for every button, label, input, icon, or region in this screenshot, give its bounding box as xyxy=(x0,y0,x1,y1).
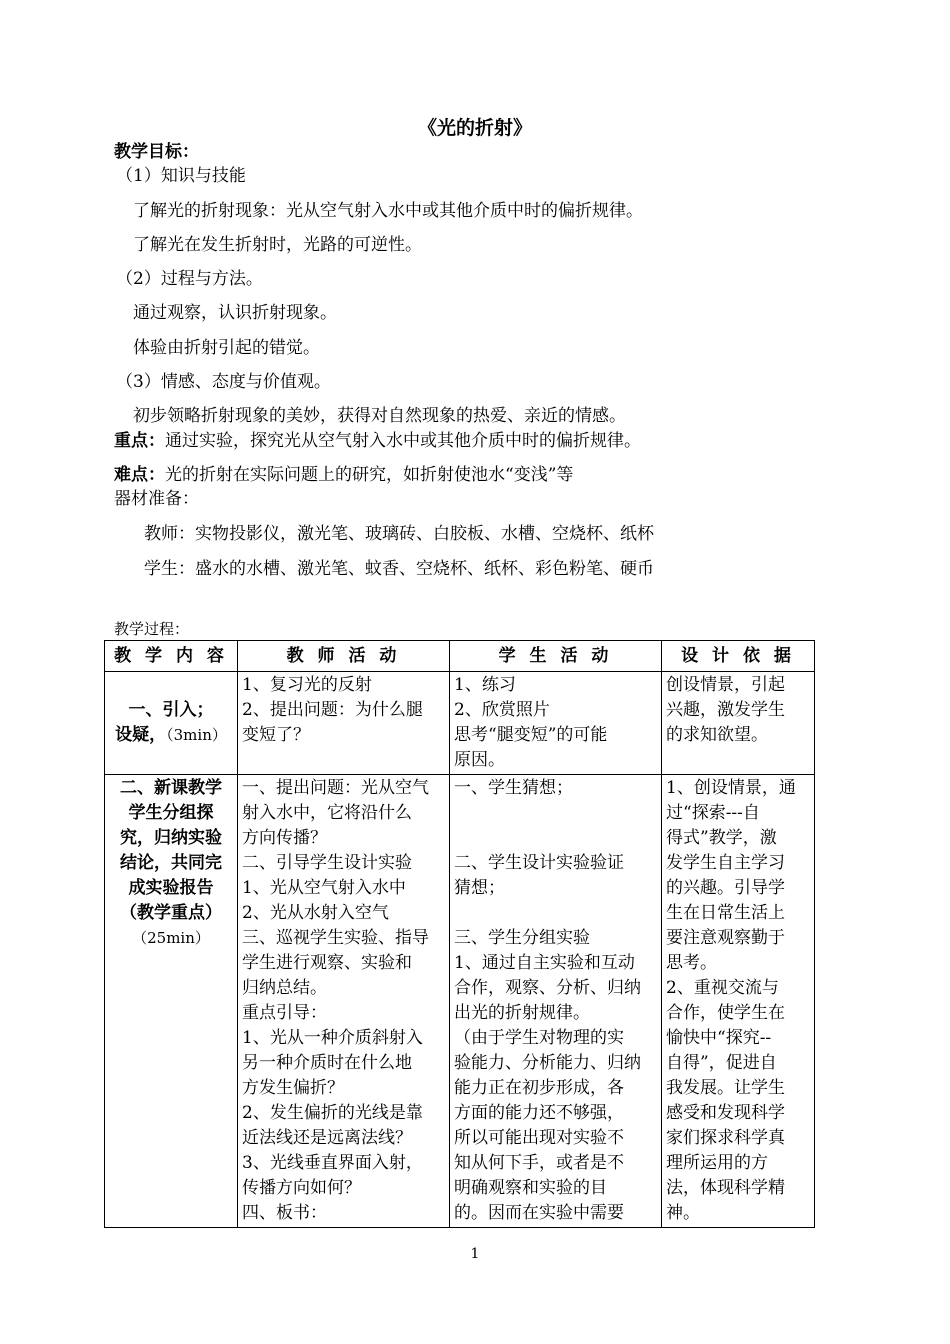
cell-line: 合作，使学生在 xyxy=(666,1003,785,1023)
row1-content-line xyxy=(109,723,233,748)
cell-line: 另一种介质时在什么地 xyxy=(242,1053,412,1073)
page-number: 1 xyxy=(470,1246,480,1262)
emotion-item-1: 初步领略折射现象的美妙，获得对自然现象的热爱、亲近的情感。 xyxy=(133,406,626,426)
cell-line: 发学生自主学习 xyxy=(666,853,785,873)
cell-line: 明确观察和实验的目 xyxy=(454,1178,607,1198)
difficulty-label: 难点： xyxy=(114,465,165,485)
cell-line: 重点引导： xyxy=(242,1003,327,1023)
cell-line: 二、学生设计实验验证 xyxy=(454,853,624,873)
row2-student xyxy=(450,775,662,1228)
process-item-1: 通过观察，认识折射现象。 xyxy=(133,303,337,323)
header-content: 教 学 内 容 xyxy=(105,641,238,672)
knowledge-heading: （1）知识与技能 xyxy=(116,166,246,186)
cell-line: 1、创设情景，通 xyxy=(666,778,796,798)
materials-heading: 器材准备： xyxy=(114,489,199,509)
row1-content-bold: 设疑， xyxy=(115,725,167,745)
cell-line: 3、光线垂直界面入射， xyxy=(242,1153,423,1173)
cell-line: 合作，观察、分析、归纳 xyxy=(454,978,641,998)
row2-content-line: 学生分组探 xyxy=(128,803,214,823)
key-point xyxy=(114,430,641,452)
cell-line: （由于学生对物理的实 xyxy=(454,1028,624,1048)
cell-line: 得式”教学，激 xyxy=(666,828,777,848)
materials-teacher: 教师：实物投影仪，激光笔、玻璃砖、白胶板、水槽、空烧杯、纸杯 xyxy=(144,524,654,544)
knowledge-item-2: 了解光在发生折射时，光路的可逆性。 xyxy=(133,235,422,255)
materials-student: 学生：盛水的水槽、激光笔、蚊香、空烧杯、纸杯、彩色粉笔、硬币 xyxy=(144,559,654,579)
knowledge-item-1: 了解光的折射现象：光从空气射入水中或其他介质中时的偏折规律。 xyxy=(133,201,643,221)
cell-line: 生在日常生活上 xyxy=(666,903,785,923)
cell-line: 思考。 xyxy=(666,953,717,973)
cell-line: 近法线还是远离法线？ xyxy=(242,1128,412,1148)
header-teacher-activity: 教 师 活 动 xyxy=(238,641,450,672)
emotion-heading: （3）情感、态度与价值观。 xyxy=(116,372,331,392)
cell-line: 1、通过自主实验和互动 xyxy=(454,953,635,973)
cell-line: 我发展。让学生 xyxy=(666,1078,785,1098)
cell-line: 法，体现科学精 xyxy=(666,1178,785,1198)
cell-line: 1、光从空气射入水中 xyxy=(242,878,406,898)
cell-line: 2、发生偏折的光线是靠 xyxy=(242,1103,423,1123)
key-point-label: 重点： xyxy=(114,431,165,451)
cell-line: 1、光从一种介质斜射入 xyxy=(242,1028,423,1048)
row1-time: （3min） xyxy=(166,726,227,744)
cell-line: 归纳总结。 xyxy=(242,978,327,998)
cell-line: 二、引导学生设计实验 xyxy=(242,853,412,873)
cell-line: 愉快中“探究-- xyxy=(666,1028,772,1048)
cell-line: 2、光从水射入空气 xyxy=(242,903,389,923)
cell-line: 能力正在初步形成，各 xyxy=(454,1078,624,1098)
cell-line xyxy=(454,801,657,826)
cell-line: 四、板书： xyxy=(242,1203,327,1223)
cell-line: 要注意观察勤于 xyxy=(666,928,785,948)
cell-line: 出光的折射规律。 xyxy=(454,1003,590,1023)
cell-line: 方面的能力还不够强， xyxy=(454,1103,624,1123)
row2-teacher xyxy=(238,775,450,1228)
cell-line: 原因。 xyxy=(454,750,505,770)
cell-line: 2、重视交流与 xyxy=(666,978,779,998)
cell-line: 方发生偏折？ xyxy=(242,1078,344,1098)
cell-line: 思考“腿变短”的可能 xyxy=(454,725,608,745)
cell-line: 家们探求科学真 xyxy=(666,1128,785,1148)
row2-content-line: 二、新课教学 xyxy=(120,778,222,798)
cell-line: 2、提出问题：为什么腿 xyxy=(242,700,423,720)
cell-line: 创设情景，引起 xyxy=(666,675,785,695)
row1-student xyxy=(450,672,662,775)
process-heading: 教学过程： xyxy=(114,620,190,638)
objectives-heading: 教学目标： xyxy=(114,142,199,162)
page-title: 《光的折射》 xyxy=(417,117,532,139)
cell-line: 的求知欲望。 xyxy=(666,725,768,745)
cell-line xyxy=(454,826,657,851)
row1-teacher xyxy=(238,672,450,775)
cell-line: 变短了？ xyxy=(242,725,310,745)
cell-line: 传播方向如何？ xyxy=(242,1178,361,1198)
cell-line: 学生进行观察、实验和 xyxy=(242,953,412,973)
cell-line: 理所运用的方 xyxy=(666,1153,768,1173)
cell-line: 的兴趣。引导学 xyxy=(666,878,785,898)
cell-line: 过“探索---自 xyxy=(666,803,760,823)
cell-line xyxy=(454,901,657,926)
row1-design xyxy=(662,672,815,775)
teaching-process-table xyxy=(104,640,815,1228)
row2-design xyxy=(662,775,815,1228)
difficulty-text: 光的折射在实际问题上的研究，如折射使池水“变浅”等 xyxy=(165,465,574,485)
table-header-row xyxy=(105,641,815,672)
row2-content-line: （教学重点） xyxy=(120,903,222,923)
cell-line: 神。 xyxy=(666,1203,700,1223)
cell-line: 1、复习光的反射 xyxy=(242,675,372,695)
key-point-text: 通过实验，探究光从空气射入水中或其他介质中时的偏折规律。 xyxy=(165,431,641,451)
process-item-2: 体验由折射引起的错觉。 xyxy=(133,338,320,358)
header-design-basis: 设 计 依 据 xyxy=(662,641,815,672)
cell-line: 感受和发现科学 xyxy=(666,1103,785,1123)
row1-content xyxy=(105,672,238,775)
cell-line: 方向传播？ xyxy=(242,828,327,848)
cell-line: 2、欣赏照片 xyxy=(454,700,550,720)
cell-line: 猜想； xyxy=(454,878,505,898)
row2-content-line: 成实验报告 xyxy=(128,878,214,898)
cell-line: 三、巡视学生实验、指导 xyxy=(242,928,429,948)
header-student-activity: 学 生 活 动 xyxy=(450,641,662,672)
row2-time: （25min） xyxy=(132,929,210,947)
row2-content-line: 结论，共同完 xyxy=(120,853,222,873)
cell-line: 一、提出问题：光从空气 xyxy=(242,778,429,798)
row2-content-line: 究，归纳实验 xyxy=(120,828,222,848)
cell-line: 一、学生猜想； xyxy=(454,778,573,798)
cell-line: 知从何下手，或者是不 xyxy=(454,1153,624,1173)
cell-line: 兴趣，激发学生 xyxy=(666,700,785,720)
cell-line: 验能力、分析能力、归纳 xyxy=(454,1053,641,1073)
cell-line: 的。因而在实验中需要 xyxy=(454,1203,624,1223)
cell-line: 1、练习 xyxy=(454,675,516,695)
table-row xyxy=(105,672,815,775)
row1-content-line: 一、引入； xyxy=(128,700,214,720)
difficulty xyxy=(114,464,573,486)
cell-line: 所以可能出现对实验不 xyxy=(454,1128,624,1148)
row2-content xyxy=(105,775,238,1228)
cell-line: 三、学生分组实验 xyxy=(454,928,590,948)
cell-line: 射入水中，它将沿什么 xyxy=(242,803,412,823)
cell-line: 自得”，促进自 xyxy=(666,1053,777,1073)
table-row xyxy=(105,775,815,1228)
process-method-heading: （2）过程与方法。 xyxy=(116,269,263,289)
